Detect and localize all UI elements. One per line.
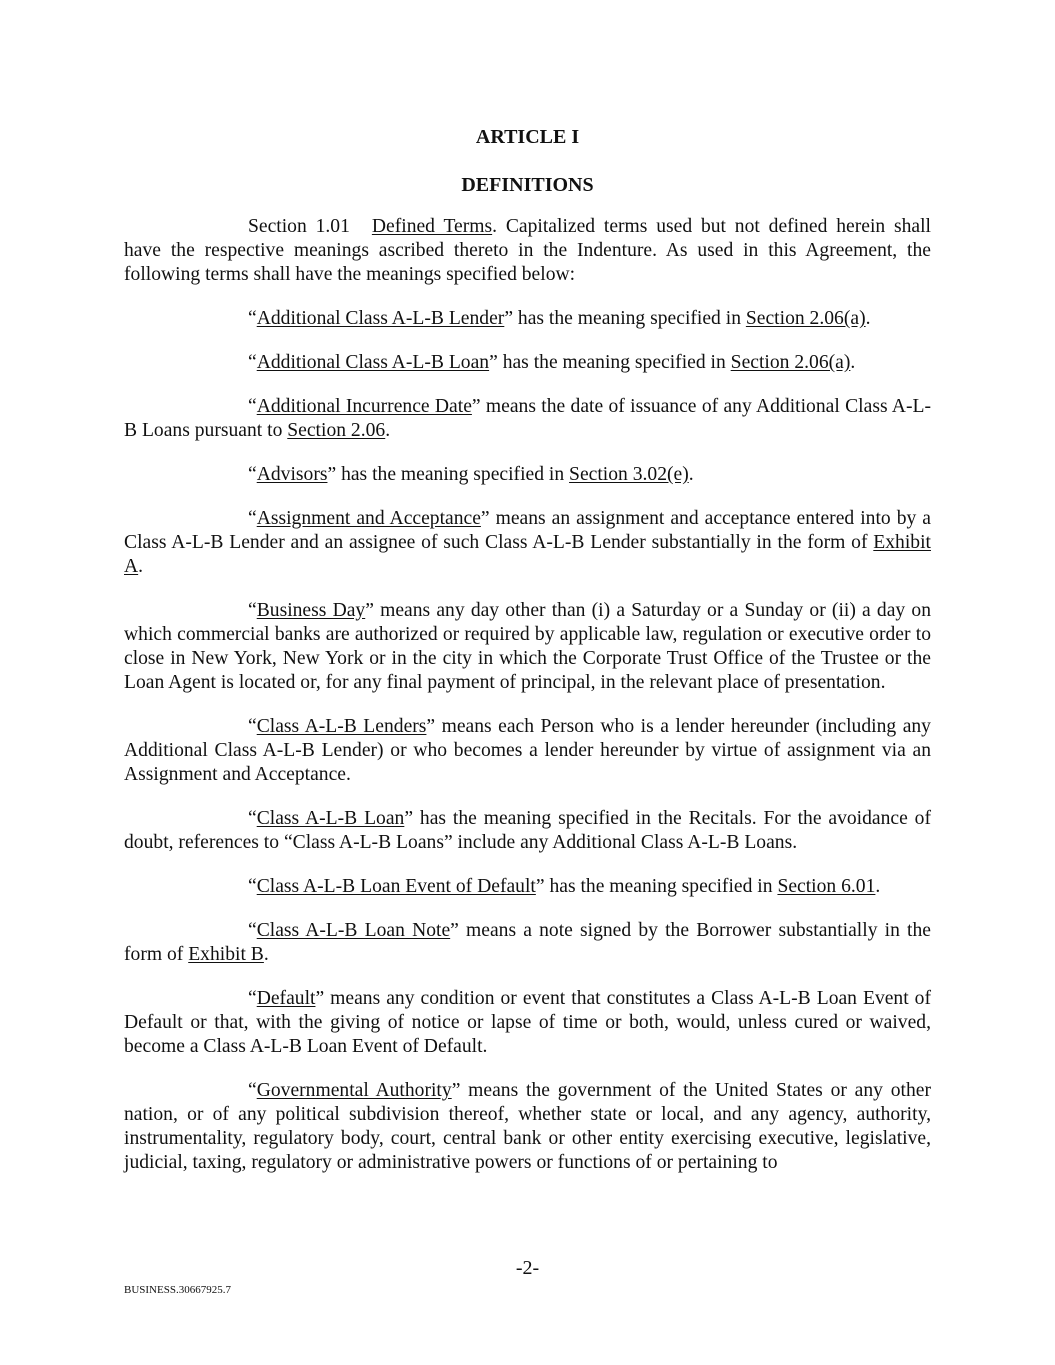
text-segment: Section 1.01 — [248, 216, 350, 237]
text-segment: . — [688, 464, 694, 485]
underlined-term: Additional Class A-L-B Lender — [256, 308, 505, 329]
underlined-term: Defined Terms — [371, 216, 493, 237]
definition-paragraph — [124, 919, 931, 967]
article-heading: ARTICLE I — [475, 126, 580, 148]
text-segment: . — [385, 420, 391, 441]
text-segment: ” means the date of issuance of any Additional Class A-L-B Loans pursuant to — [124, 396, 931, 441]
text-segment: ” means any condition or event that constitutes a Class A-L-B Loan Event of Default or that, with the giving of notice or lapse of time or both, would, unless cured or waived, become a Class A-L-B Loan Event of Default. — [124, 988, 931, 1057]
underlined-term: Section 3.02(e) — [569, 464, 689, 485]
definitions-body — [124, 215, 931, 1195]
text-segment: ” has the meaning specified in the Recitals. For the avoidance of doubt, references to “Class A-L-B Loans” include any Additional Class A-L-B Loans. — [124, 808, 932, 853]
text-segment: “ — [248, 600, 257, 621]
text-segment: ” has the meaning specified in — [504, 308, 746, 329]
text-segment: “ — [248, 508, 257, 529]
underlined-term: Section 2.06(a) — [730, 352, 851, 373]
text-segment: “ — [248, 352, 257, 373]
text-segment: “ — [248, 988, 257, 1009]
section-paragraph — [124, 215, 931, 287]
underlined-term: Section 2.06(a) — [745, 308, 866, 329]
underlined-term: Default — [256, 988, 316, 1009]
underlined-term: Class A-L-B Lenders — [256, 716, 427, 737]
text-segment: “ — [248, 920, 257, 941]
text-segment: ” means an assignment and acceptance entered into by a Class A-L-B Lender and an assignee of such Class A-L-B Lender substantially in the form of — [124, 508, 931, 553]
underlined-term: Governmental Authority — [256, 1080, 452, 1101]
underlined-term: Class A-L-B Loan Event of Default — [256, 876, 536, 897]
definition-paragraph — [124, 1079, 931, 1175]
text-segment: “ — [248, 808, 257, 829]
definition-paragraph — [124, 395, 931, 443]
definition-paragraph — [124, 307, 931, 331]
definition-paragraph — [124, 507, 931, 579]
underlined-term: Class A-L-B Loan — [256, 808, 405, 829]
text-segment: . — [875, 876, 881, 897]
underlined-term: Exhibit A — [124, 532, 931, 577]
definition-paragraph — [124, 599, 931, 695]
article-title: DEFINITIONS — [461, 174, 594, 196]
definition-paragraph — [124, 807, 931, 855]
text-segment: . Capitalized terms used but not defined herein shall have the respective meanings ascribed thereto in the Indenture. As used in this Agreement, the following terms shall have the meanings specified below: — [124, 216, 931, 285]
definition-paragraph — [124, 987, 931, 1059]
text-segment: ” means the government of the United States or any other nation, or of any political subdivision thereof, whether state or local, and any agency, authority, instrumentality, regulatory body, court, central bank or other entity exercising executive, legislative, judicial, taxing, regulatory or administrative powers or functions of or pertaining to — [124, 1080, 932, 1173]
text-segment: ” means each Person who is a lender hereunder (including any Additional Class A-L-B Lender) or who becomes a lender hereunder by virtue of assignment via an Assignment and Acceptance. — [124, 716, 931, 785]
underlined-term: Section 2.06 — [287, 420, 386, 441]
text-segment: ” has the meaning specified in — [489, 352, 731, 373]
underlined-term: Exhibit B — [188, 944, 264, 965]
document-id-footer: BUSINESS.30667925.7 — [124, 1284, 231, 1296]
definition-paragraph — [124, 463, 931, 487]
text-segment: “ — [248, 876, 257, 897]
text-segment: “ — [248, 396, 257, 417]
text-segment: “ — [248, 716, 257, 737]
underlined-term: Assignment and Acceptance — [256, 508, 481, 529]
underlined-term: Class A-L-B Loan Note — [256, 920, 451, 941]
underlined-term: Additional Class A-L-B Loan — [256, 352, 490, 373]
definition-paragraph — [124, 351, 931, 375]
text-segment: ” has the meaning specified in — [535, 876, 778, 897]
text-segment: . — [850, 352, 856, 373]
text-segment: ” means any day other than (i) a Saturday or a Sunday or (ii) a day on which commercial banks are authorized or required by applicable law, regulation or executive order to close in New York, New York or in the city in which the Corporate Trust Office of the Trustee or the Loan Agent is located or, for any final payment of principal, in the relevant place of presentation. — [124, 600, 931, 693]
text-segment: “ — [248, 308, 257, 329]
text-segment: . — [138, 556, 144, 577]
page-number: -2- — [515, 1257, 540, 1279]
underlined-term: Advisors — [256, 464, 328, 485]
text-segment: “ — [248, 1080, 257, 1101]
text-segment: . — [865, 308, 871, 329]
underlined-term: Business Day — [256, 600, 366, 621]
underlined-term: Additional Incurrence Date — [256, 396, 472, 417]
text-segment: ” means a note signed by the Borrower substantially in the form of — [124, 920, 931, 965]
text-segment: ” has the meaning specified in — [327, 464, 570, 485]
definition-paragraph — [124, 875, 931, 899]
text-segment: “ — [248, 464, 257, 485]
underlined-term: Section 6.01 — [777, 876, 876, 897]
text-segment: . — [263, 944, 269, 965]
definition-paragraph — [124, 715, 931, 787]
